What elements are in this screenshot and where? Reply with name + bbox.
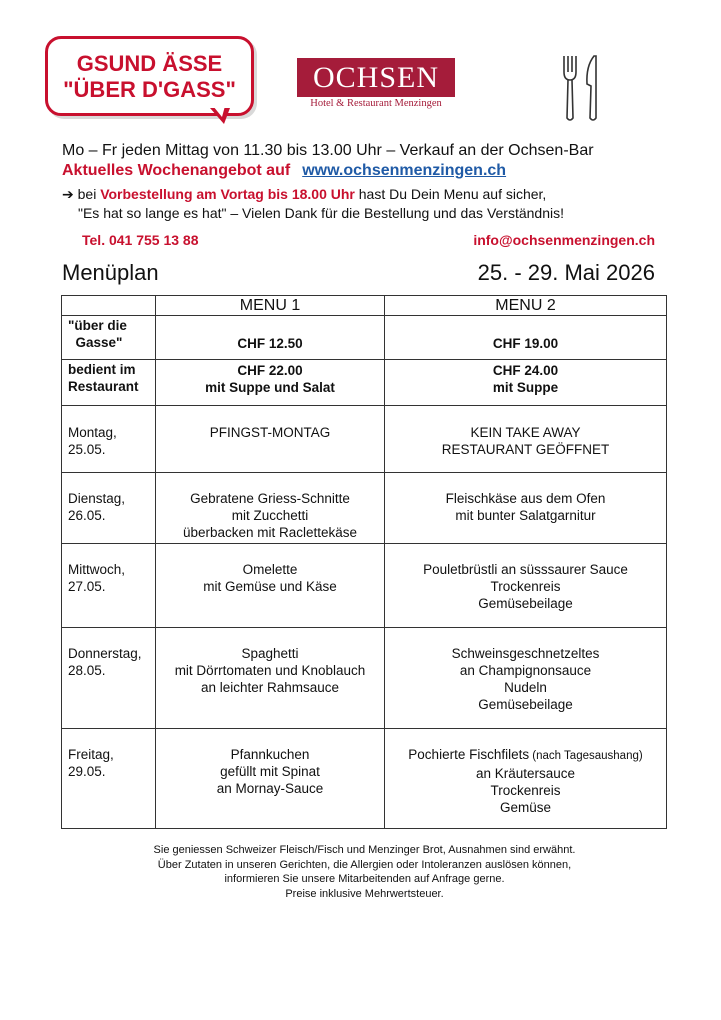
day-date: 26.05. (68, 508, 106, 523)
dish-line: Spaghetti (241, 646, 299, 661)
preorder-line (62, 186, 546, 203)
badge-line-2: "ÜBER D'GASS" (63, 77, 236, 102)
day-cell (62, 544, 156, 628)
dish-line: Pfannkuchen (230, 747, 310, 762)
dish-note: (nach Tagesaushang) (529, 750, 643, 762)
dish-line: Pouletbrüstli an süsssaurer Sauce (423, 562, 628, 577)
dish-line: Schweinsgeschnetzeltes (451, 646, 600, 661)
label-line: Restaurant (68, 379, 139, 394)
day-date: 25.05. (68, 442, 106, 457)
menu-2-dish (385, 729, 667, 829)
price-menu-1 (156, 316, 385, 360)
price-line: CHF 12.50 (237, 336, 303, 351)
price-menu-2 (385, 360, 667, 406)
day-row-monday (62, 406, 667, 473)
header-empty (62, 296, 156, 316)
day-row-friday (62, 729, 667, 829)
menu-1-dish (156, 628, 385, 729)
dish-line: an Kräutersauce (475, 766, 576, 781)
dish-line: Gemüse (499, 800, 552, 815)
dish-line: Gemüsebeilage (478, 596, 573, 611)
dish-line: überbacken mit Raclettekäse (182, 525, 358, 540)
dish-line: Fleischkäse aus dem Ofen (445, 491, 606, 506)
day-row-thursday (62, 628, 667, 729)
header-menu-1: MENU 1 (156, 296, 385, 316)
footer-line: Über Zutaten in unseren Gerichten, die Allergien oder Intoleranzen auslösen können, (157, 858, 572, 871)
day-name: Freitag, (68, 747, 114, 762)
price-row-takeaway (62, 316, 667, 360)
dish-line: PFINGST-MONTAG (209, 425, 331, 440)
footer-line: informieren Sie unsere Mitarbeitenden auf Anfrage gerne. (224, 873, 505, 885)
footer-line: Preise inklusive Mehrwertsteuer. (285, 887, 444, 900)
price-line: mit Suppe und Salat (205, 380, 335, 395)
dish-line: Gebratene Griess-Schnitte (190, 491, 350, 506)
price-row-restaurant (62, 360, 667, 406)
day-date: 28.05. (68, 663, 106, 678)
price-line: CHF 24.00 (492, 363, 559, 378)
phone-number[interactable]: Tel. 041 755 13 88 (82, 232, 199, 248)
price-line (160, 318, 380, 335)
label-line: Gasse" (68, 335, 123, 350)
email-address[interactable]: info@ochsenmenzingen.ch (473, 232, 655, 248)
preorder-post: hast Du Dein Menu auf sicher, (354, 186, 547, 202)
dish-line: Trockenreis (490, 579, 561, 594)
dish-line: Gemüsebeilage (478, 697, 573, 712)
ochsen-logo: OCHSEN (297, 58, 455, 97)
menu-2-dish (385, 544, 667, 628)
day-row-tuesday (62, 473, 667, 544)
preorder-deadline: Vorbestellung am Vortag bis 18.00 Uhr (100, 186, 355, 202)
dish-line (389, 746, 662, 765)
footer-line: Sie geniessen Schweizer Fleisch/Fisch und Menzinger Brot, Ausnahmen sind erwähnt. (153, 844, 576, 856)
price-label (62, 316, 156, 360)
badge-tail-inner (213, 106, 225, 117)
price-menu-2 (385, 316, 667, 360)
dish-main: Pochierte Fischfilets (408, 747, 530, 762)
day-name: Donnerstag, (68, 646, 142, 661)
day-name: Montag, (68, 425, 117, 440)
fork-knife-icon (556, 52, 606, 124)
day-name: Dienstag, (68, 491, 126, 506)
day-date: 27.05. (68, 579, 106, 594)
day-cell (62, 729, 156, 829)
menu-2-dish (385, 628, 667, 729)
day-date: 29.05. (68, 764, 106, 779)
website-link[interactable]: www.ochsenmenzingen.ch (302, 162, 507, 179)
opening-hours: Mo – Fr jeden Mittag von 11.30 bis 13.00 Uhr – Verkauf an der Ochsen-Bar (62, 142, 594, 159)
dish-line: an Champignonsauce (459, 663, 592, 678)
menu-table (61, 295, 667, 829)
dish-line: mit Dörrtomaten und Knoblauch (174, 663, 366, 678)
label-line: bedient im (68, 362, 136, 377)
price-line: mit Suppe (492, 380, 559, 395)
takeaway-badge (45, 36, 254, 116)
dish-line: mit Gemüse und Käse (203, 579, 337, 594)
dish-line: an Mornay-Sauce (216, 781, 324, 796)
price-line: CHF 22.00 (237, 363, 303, 378)
page-title: Menüplan (62, 260, 159, 285)
price-label (62, 360, 156, 406)
menu-1-dish (156, 406, 385, 473)
preorder-pre: bei (73, 186, 101, 202)
dish-line: Omelette (242, 562, 298, 577)
day-cell (62, 473, 156, 544)
day-cell (62, 406, 156, 473)
weekly-offer-text: Aktuelles Wochenangebot auf (62, 162, 291, 179)
dish-line: an leichter Rahmsauce (200, 680, 340, 695)
header-menu-2: MENU 2 (385, 296, 667, 316)
weekly-offer-line (62, 162, 506, 180)
menu-1-dish (156, 729, 385, 829)
badge-line-1: GSUND ÄSSE (76, 51, 223, 76)
dish-line: gefüllt mit Spinat (220, 764, 320, 779)
thanks-line: "Es hat so lange es hat" – Vielen Dank für die Bestellung und das Verständnis! (78, 205, 564, 221)
dish-line: mit bunter Salatgarnitur (455, 508, 596, 523)
day-name: Mittwoch, (68, 562, 126, 577)
logo-subtitle: Hotel & Restaurant Menzingen (310, 98, 442, 109)
price-menu-1 (156, 360, 385, 406)
dish-line: Trockenreis (490, 783, 561, 798)
menu-2-dish (385, 473, 667, 544)
footer-notes (62, 843, 667, 901)
dish-line: mit Zucchetti (231, 508, 309, 523)
menu-2-dish (385, 406, 667, 473)
dish-line: Nudeln (504, 680, 547, 695)
menu-1-dish (156, 544, 385, 628)
day-row-wednesday (62, 544, 667, 628)
price-line: CHF 19.00 (492, 336, 559, 351)
price-line (389, 318, 662, 335)
dish-line: RESTAURANT GEÖFFNET (441, 442, 610, 457)
menu-1-dish (156, 473, 385, 544)
table-header-row (62, 296, 667, 316)
label-line: "über die (68, 318, 127, 333)
dish-line: KEIN TAKE AWAY (470, 425, 581, 440)
day-cell (62, 628, 156, 729)
date-range: 25. - 29. Mai 2026 (477, 260, 655, 285)
arrow-icon: ➔ (62, 186, 74, 202)
